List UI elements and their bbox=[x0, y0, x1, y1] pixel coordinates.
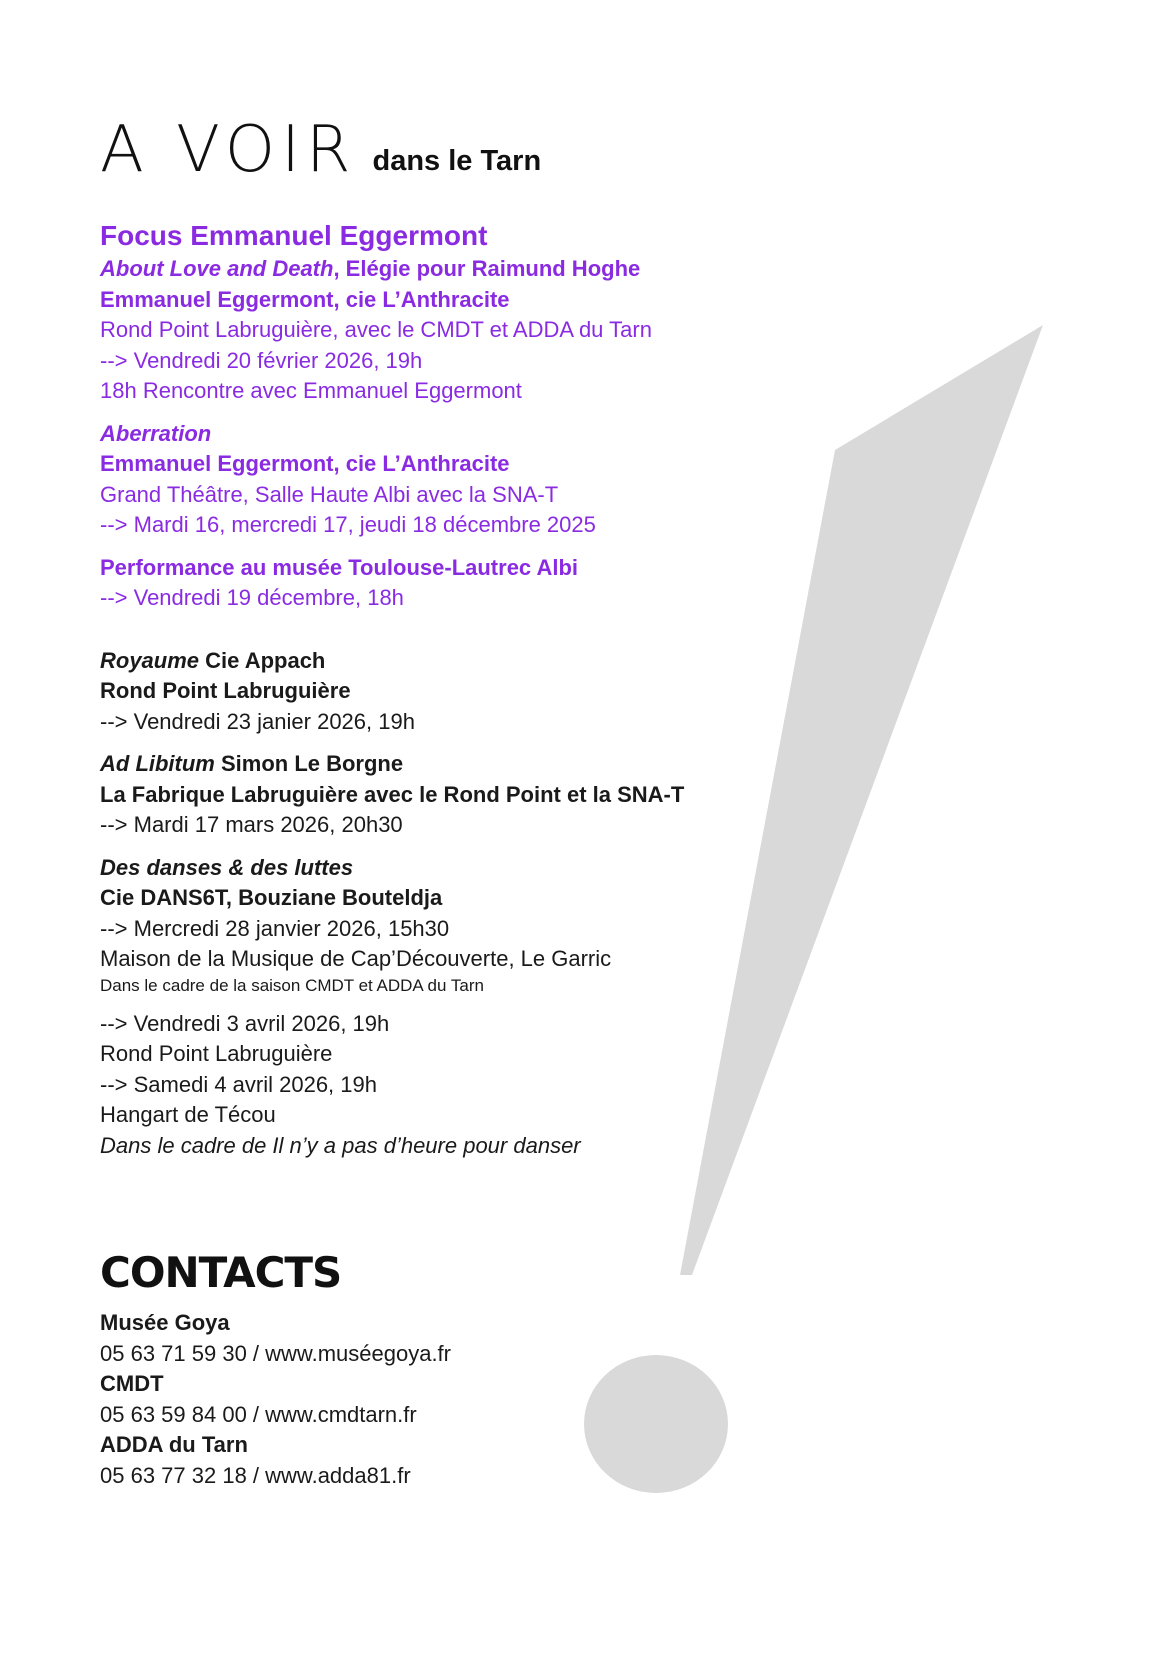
show-date: --> Mercredi 28 janvier 2026, 15h30 bbox=[100, 915, 450, 941]
show-title bbox=[100, 646, 740, 677]
show-title: Performance au musée Toulouse-Lautrec Albi bbox=[100, 554, 579, 580]
contact-name: CMDT bbox=[100, 1371, 164, 1396]
show-title-italic: About Love and Death bbox=[100, 256, 334, 281]
contact-info: 05 63 71 59 30 / www.muséegoya.fr bbox=[100, 1340, 451, 1366]
show-date: --> Mardi 16, mercredi 17, jeudi 18 décembre 2025 bbox=[100, 512, 596, 537]
show-date: --> Mardi 17 mars 2026, 20h30 bbox=[100, 812, 403, 837]
show-venue: Rond Point Labruguière bbox=[100, 678, 351, 703]
focus-title: Focus Emmanuel Eggermont bbox=[100, 220, 488, 251]
logo: A VOIR bbox=[100, 113, 357, 187]
contact-name: ADDA du Tarn bbox=[100, 1432, 248, 1457]
contacts-title: CONTACTS bbox=[100, 1248, 342, 1297]
show-date: --> Vendredi 23 janier 2026, 19h bbox=[100, 708, 415, 734]
show-title bbox=[100, 254, 740, 285]
show-company: Emmanuel Eggermont, cie L’Anthracite bbox=[100, 451, 510, 476]
show-date: --> Vendredi 20 février 2026, 19h bbox=[100, 347, 423, 373]
show-title-rest: , Elégie pour Raimund Hoghe bbox=[333, 256, 641, 281]
contact-name: Musée Goya bbox=[100, 1310, 230, 1335]
show-title: Des danses & des luttes bbox=[100, 854, 354, 880]
show-title-rest: Cie Appach bbox=[199, 647, 326, 673]
header-subtitle: dans le Tarn bbox=[372, 145, 542, 177]
program bbox=[100, 218, 740, 1161]
show-company: Cie DANS6T, Bouziane Bouteldja bbox=[100, 885, 443, 910]
contacts-list bbox=[100, 1308, 451, 1491]
focus-section bbox=[100, 218, 740, 614]
show-company: Emmanuel Eggermont, cie L’Anthracite bbox=[100, 286, 510, 312]
contact-info: 05 63 59 84 00 / www.cmdtarn.fr bbox=[100, 1401, 417, 1427]
show-title bbox=[100, 749, 740, 780]
show-title-italic: Ad Libitum bbox=[100, 751, 215, 776]
show-venue: Hangart de Técou bbox=[100, 1102, 276, 1127]
show-note: Dans le cadre de Il n’y a pas d’heure pour danser bbox=[100, 1132, 581, 1158]
show-date: --> Vendredi 19 décembre, 18h bbox=[100, 585, 404, 610]
show-note: Dans le cadre de la saison CMDT et ADDA du Tarn bbox=[100, 975, 484, 995]
show-date: --> Samedi 4 avril 2026, 19h bbox=[100, 1071, 377, 1097]
show-venue: Grand Théâtre, Salle Haute Albi avec la SNA-T bbox=[100, 481, 559, 507]
show-venue: Maison de la Musique de Cap’Découverte, Le Garric bbox=[100, 946, 612, 971]
contact-info: 05 63 77 32 18 / www.adda81.fr bbox=[100, 1462, 411, 1488]
show-venue: Rond Point Labruguière, avec le CMDT et ADDA du Tarn bbox=[100, 317, 652, 342]
header bbox=[100, 113, 542, 187]
show-venue: La Fabrique Labruguière avec le Rond Point et la SNA-T bbox=[100, 781, 685, 807]
shows-section bbox=[100, 646, 740, 1162]
show-title-rest: Simon Le Borgne bbox=[214, 751, 404, 776]
show-date: --> Vendredi 3 avril 2026, 19h bbox=[100, 1010, 390, 1036]
show-extra: 18h Rencontre avec Emmanuel Eggermont bbox=[100, 378, 522, 403]
show-venue: Rond Point Labruguière bbox=[100, 1041, 333, 1066]
show-title-italic: Royaume bbox=[100, 647, 200, 673]
show-title: Aberration bbox=[100, 420, 212, 446]
exclamation-dot bbox=[584, 1355, 728, 1493]
